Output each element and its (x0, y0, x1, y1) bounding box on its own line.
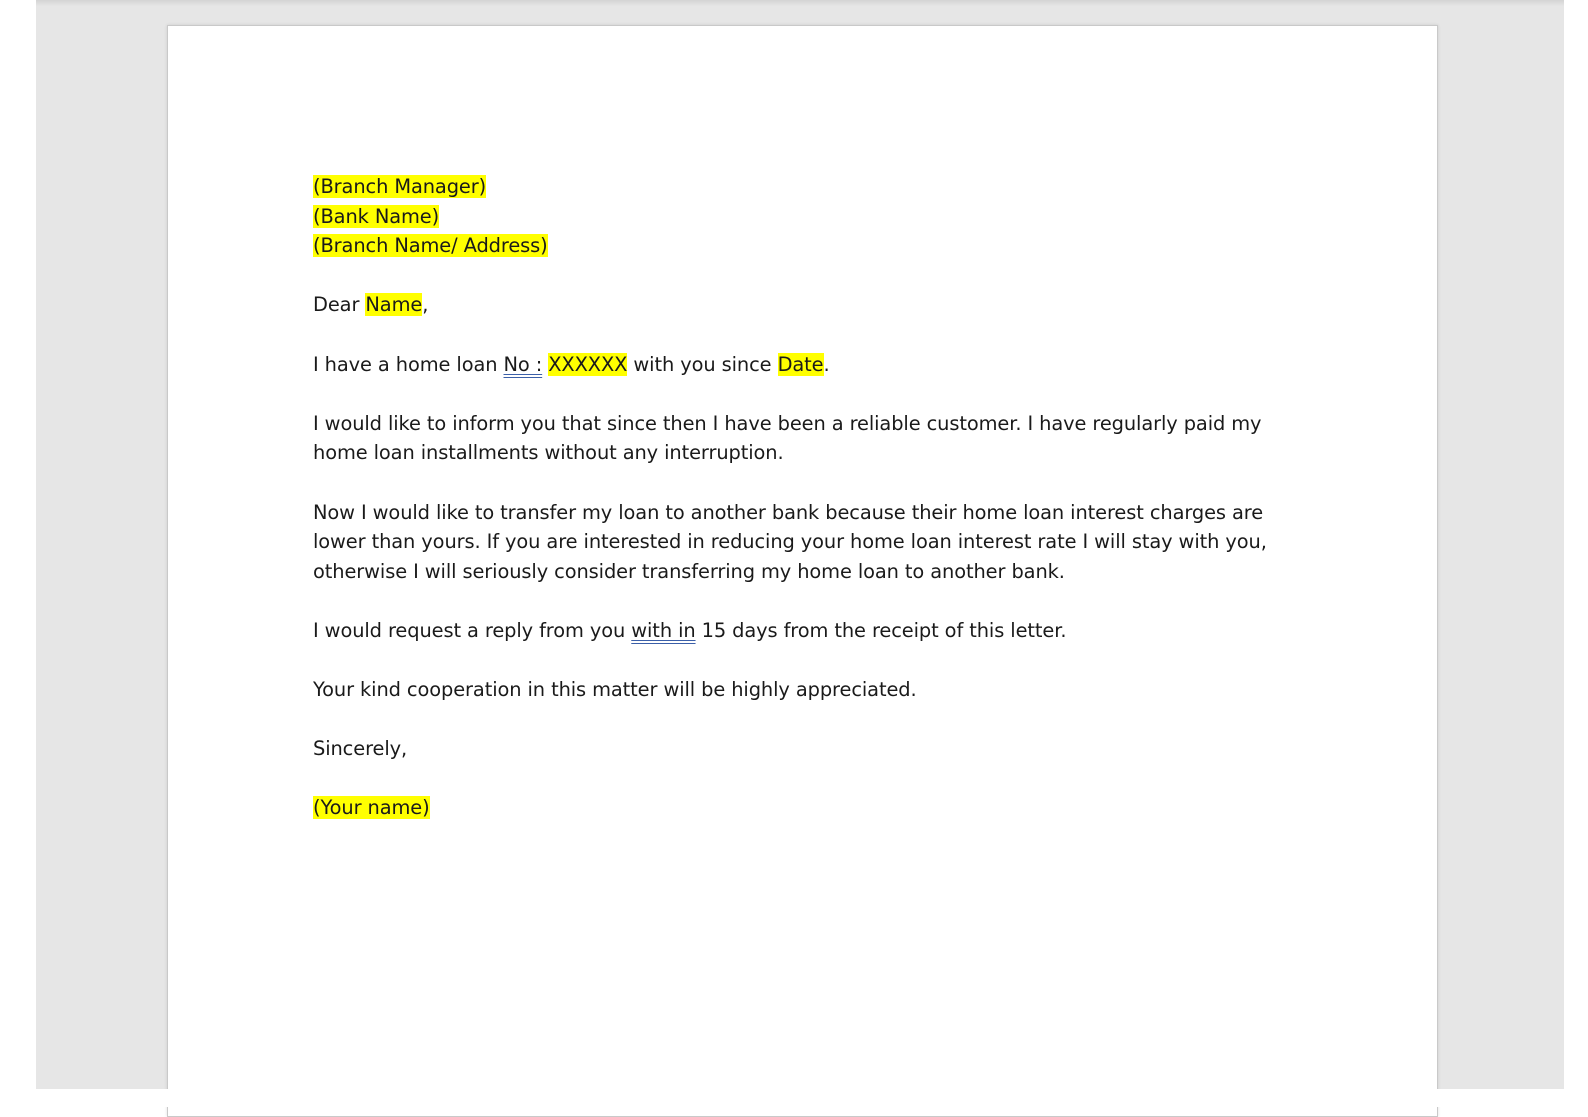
highlight-bank-name: (Bank Name) (313, 204, 440, 228)
loan-text-1: I have a home loan (313, 352, 504, 376)
reply-text-2: 15 days from the receipt of this letter. (695, 618, 1067, 642)
highlight-branch-address: (Branch Name/ Address) (313, 234, 548, 258)
cooperation-paragraph: Your kind cooperation in this matter will be highly appreciated. (313, 678, 917, 702)
address-line-branch-address (313, 231, 1288, 261)
highlight-branch-manager: (Branch Manager) (313, 175, 487, 198)
reply-paragraph (313, 616, 1288, 646)
salutation (313, 290, 1288, 320)
salutation-prefix: Dear (313, 293, 366, 317)
reliability-paragraph: I would like to inform you that since then I have been a reliable customer. I have regularly paid my home loan installments without any interruption. (313, 411, 1262, 465)
loan-no-label: No : (503, 352, 543, 376)
salutation-suffix: , (422, 293, 429, 317)
closing: Sincerely, (313, 737, 408, 761)
recipient-address (313, 172, 1288, 261)
signature-name: (Your name) (313, 796, 430, 820)
bottom-edge (0, 1089, 1588, 1107)
loan-paragraph (313, 350, 1288, 380)
letter-body[interactable] (313, 172, 1288, 853)
transfer-paragraph: Now I would like to transfer my loan to another bank because their home loan interest charges are lower than yours. If you are interested in reducing your home loan interest rate I will stay with you, otherwise I will seriously consider transferring my home loan to another bank. (313, 500, 1267, 583)
salutation-name: Name (365, 293, 423, 317)
signature-line (313, 793, 1288, 823)
loan-number: XXXXXX (548, 352, 628, 376)
ribbon-shadow (36, 0, 1564, 6)
reply-text-1: I would request a reply from you (313, 618, 632, 642)
address-line-bank-name (313, 202, 1288, 232)
loan-date: Date (777, 352, 824, 376)
reply-with-in: with in (631, 618, 696, 642)
loan-text-2: with you since (627, 352, 778, 376)
loan-text-3: . (823, 352, 830, 376)
address-line-branch-manager (313, 172, 1288, 202)
document-workspace (36, 0, 1564, 1107)
document-page[interactable] (167, 25, 1438, 1117)
